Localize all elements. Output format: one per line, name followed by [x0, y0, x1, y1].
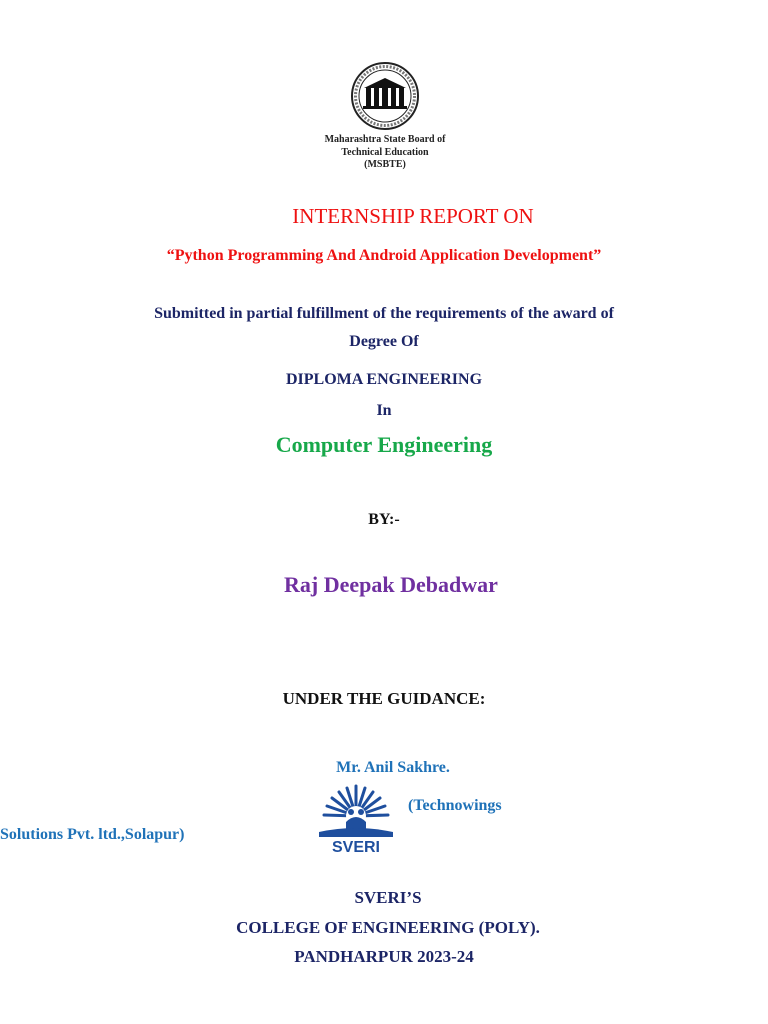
report-topic: “Python Programming And Android Application Development” [166, 247, 602, 264]
company-name-part-2: Solutions Pvt. ltd.,Solapur) [0, 826, 185, 843]
college-line-2: COLLEGE OF ENGINEERING (POLY). [236, 918, 540, 937]
author-name: Raj Deepak Debadwar [284, 572, 498, 597]
college-line-3: PANDHARPUR 2023-24 [294, 947, 474, 966]
submission-line-2: Degree Of [349, 333, 419, 350]
college-line-1: SVERI’S [354, 888, 422, 907]
report-title: INTERNSHIP REPORT ON [292, 204, 534, 228]
branch-name: Computer Engineering [275, 432, 493, 457]
submission-line-1: Submitted in partial fulfillment of the requirements of the award of [154, 305, 614, 322]
sveri-logo-text: SVERI [331, 839, 381, 854]
msbte-logo-caption [300, 134, 470, 172]
sveri-logo [311, 782, 401, 854]
guidance-label: UNDER THE GUIDANCE: [282, 689, 486, 708]
logo-caption-line: Technical Education [341, 146, 429, 158]
logo-caption-line: Maharashtra State Board of [324, 134, 446, 145]
guide-name: Mr. Anil Sakhre. [336, 759, 450, 776]
in-label: In [376, 402, 392, 419]
company-name-part-1: (Technowings [408, 797, 502, 814]
logo-caption-line: (MSBTE) [364, 159, 406, 170]
by-label: BY:- [368, 511, 400, 528]
degree-name: DIPLOMA ENGINEERING [285, 371, 483, 388]
